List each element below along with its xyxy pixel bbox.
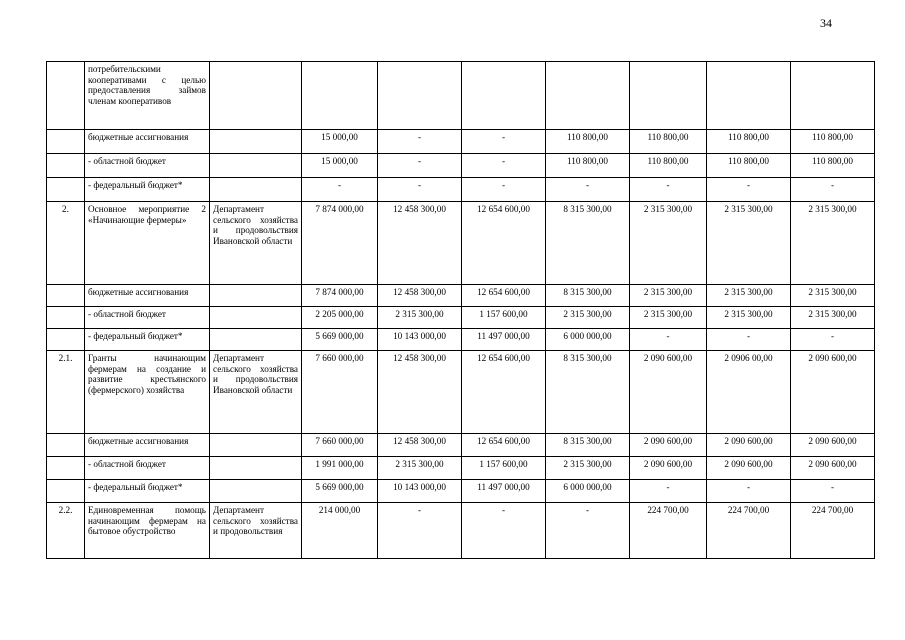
responsible-department-cell: [210, 178, 302, 202]
amount-cell: 2 315 300,00: [707, 285, 791, 307]
amount-cell: -: [462, 130, 546, 154]
row-number-cell: [47, 178, 85, 202]
activity-name-cell: - федеральный бюджет*: [85, 480, 210, 503]
row-number-cell: [47, 434, 85, 457]
responsible-department-cell: [210, 457, 302, 480]
activity-name-cell: Основное мероприятие 2 «Начинающие фермеры»: [85, 202, 210, 285]
amount-cell: -: [546, 503, 630, 559]
responsible-department-cell: [210, 480, 302, 503]
amount-cell: -: [630, 178, 707, 202]
table-row: [47, 62, 875, 130]
table-row: [47, 130, 875, 154]
amount-cell: 2 315 300,00: [630, 202, 707, 285]
amount-cell: 1 157 600,00: [462, 457, 546, 480]
responsible-department-cell: Департамент сельского хозяйства и продовольствия Ивановской области: [210, 351, 302, 434]
amount-cell: 8 315 300,00: [546, 434, 630, 457]
amount-cell: 2 315 300,00: [546, 457, 630, 480]
table-row: [47, 434, 875, 457]
amount-cell: 1 991 000,00: [302, 457, 378, 480]
amount-cell: -: [462, 503, 546, 559]
row-number-cell: [47, 480, 85, 503]
row-number-cell: [47, 285, 85, 307]
amount-cell: -: [378, 503, 462, 559]
amount-cell: 12 458 300,00: [378, 202, 462, 285]
row-number-cell: 2.2.: [47, 503, 85, 559]
amount-cell: 2 315 300,00: [791, 285, 875, 307]
responsible-department-cell: [210, 130, 302, 154]
amount-cell: 10 143 000,00: [378, 329, 462, 351]
amount-cell: 2 315 300,00: [791, 307, 875, 329]
activity-name-cell: - областной бюджет: [85, 154, 210, 178]
budget-table: [46, 61, 875, 559]
amount-cell: 6 000 000,00: [546, 329, 630, 351]
table-row: [47, 154, 875, 178]
amount-cell: -: [791, 178, 875, 202]
amount-cell: 7 874 000,00: [302, 285, 378, 307]
amount-cell: 2 090 600,00: [630, 457, 707, 480]
row-number-cell: 2.: [47, 202, 85, 285]
amount-cell: 12 654 600,00: [462, 202, 546, 285]
row-number-cell: [47, 130, 85, 154]
amount-cell: 8 315 300,00: [546, 285, 630, 307]
row-number-cell: [47, 307, 85, 329]
amount-cell: 110 800,00: [546, 154, 630, 178]
budget-table-body: [47, 62, 875, 559]
table-row: [47, 285, 875, 307]
amount-cell: 15 000,00: [302, 154, 378, 178]
amount-cell: 12 654 600,00: [462, 434, 546, 457]
amount-cell: 2 315 300,00: [707, 202, 791, 285]
amount-cell: 2 090 600,00: [707, 434, 791, 457]
amount-cell: [546, 62, 630, 130]
row-number-cell: [47, 154, 85, 178]
activity-name-cell: потребительскими кооперативами с целью предоставления займов членам кооперативов: [85, 62, 210, 130]
amount-cell: 7 874 000,00: [302, 202, 378, 285]
amount-cell: 7 660 000,00: [302, 351, 378, 434]
activity-name-cell: бюджетные ассигнования: [85, 130, 210, 154]
amount-cell: 2 315 300,00: [546, 307, 630, 329]
amount-cell: 11 497 000,00: [462, 329, 546, 351]
responsible-department-cell: [210, 62, 302, 130]
amount-cell: 2 090 600,00: [630, 434, 707, 457]
amount-cell: 6 000 000,00: [546, 480, 630, 503]
amount-cell: -: [707, 480, 791, 503]
row-number-cell: [47, 329, 85, 351]
amount-cell: 2 090 600,00: [791, 434, 875, 457]
amount-cell: 8 315 300,00: [546, 351, 630, 434]
amount-cell: [302, 62, 378, 130]
amount-cell: 2 315 300,00: [630, 285, 707, 307]
amount-cell: [378, 62, 462, 130]
table-row: [47, 503, 875, 559]
activity-name-cell: бюджетные ассигнования: [85, 434, 210, 457]
amount-cell: 224 700,00: [791, 503, 875, 559]
page-number: 34: [820, 16, 832, 30]
amount-cell: 5 669 000,00: [302, 480, 378, 503]
amount-cell: 5 669 000,00: [302, 329, 378, 351]
amount-cell: -: [791, 329, 875, 351]
amount-cell: 2 315 300,00: [378, 457, 462, 480]
amount-cell: -: [378, 130, 462, 154]
responsible-department-cell: [210, 285, 302, 307]
amount-cell: -: [302, 178, 378, 202]
responsible-department-cell: [210, 154, 302, 178]
amount-cell: -: [630, 480, 707, 503]
amount-cell: 1 157 600,00: [462, 307, 546, 329]
amount-cell: 110 800,00: [630, 154, 707, 178]
amount-cell: 2 090 600,00: [791, 457, 875, 480]
activity-name-cell: Единовременная помощь начинающим фермерам на бытовое обустройство: [85, 503, 210, 559]
activity-name-cell: - федеральный бюджет*: [85, 329, 210, 351]
amount-cell: 2 315 300,00: [378, 307, 462, 329]
responsible-department-cell: [210, 307, 302, 329]
amount-cell: 2 315 300,00: [791, 202, 875, 285]
responsible-department-cell: [210, 329, 302, 351]
amount-cell: 224 700,00: [630, 503, 707, 559]
amount-cell: -: [462, 178, 546, 202]
amount-cell: -: [462, 154, 546, 178]
amount-cell: 110 800,00: [630, 130, 707, 154]
table-row: [47, 307, 875, 329]
amount-cell: -: [707, 178, 791, 202]
amount-cell: [791, 62, 875, 130]
amount-cell: 2 315 300,00: [630, 307, 707, 329]
amount-cell: 12 458 300,00: [378, 285, 462, 307]
amount-cell: 12 654 600,00: [462, 351, 546, 434]
responsible-department-cell: Департамент сельского хозяйства и продовольствия: [210, 503, 302, 559]
amount-cell: -: [378, 178, 462, 202]
amount-cell: 2 090 600,00: [707, 457, 791, 480]
amount-cell: 224 700,00: [707, 503, 791, 559]
responsible-department-cell: Департамент сельского хозяйства и продовольствия Ивановской области: [210, 202, 302, 285]
amount-cell: 2 205 000,00: [302, 307, 378, 329]
amount-cell: -: [378, 154, 462, 178]
table-row: [47, 480, 875, 503]
amount-cell: 10 143 000,00: [378, 480, 462, 503]
table-row: [47, 178, 875, 202]
activity-name-cell: - федеральный бюджет*: [85, 178, 210, 202]
amount-cell: 110 800,00: [546, 130, 630, 154]
amount-cell: -: [546, 178, 630, 202]
amount-cell: 110 800,00: [791, 154, 875, 178]
activity-name-cell: - областной бюджет: [85, 457, 210, 480]
row-number-cell: 2.1.: [47, 351, 85, 434]
amount-cell: 2 090 600,00: [791, 351, 875, 434]
amount-cell: 110 800,00: [707, 154, 791, 178]
row-number-cell: [47, 457, 85, 480]
activity-name-cell: бюджетные ассигнования: [85, 285, 210, 307]
amount-cell: [462, 62, 546, 130]
table-row: [47, 457, 875, 480]
amount-cell: 2 0906 00,00: [707, 351, 791, 434]
amount-cell: -: [707, 329, 791, 351]
amount-cell: 12 458 300,00: [378, 434, 462, 457]
amount-cell: [707, 62, 791, 130]
amount-cell: 15 000,00: [302, 130, 378, 154]
amount-cell: 110 800,00: [707, 130, 791, 154]
activity-name-cell: - областной бюджет: [85, 307, 210, 329]
activity-name-cell: Гранты начинающим фермерам на создание и развитие крестьянского (фермерского) хозяйства: [85, 351, 210, 434]
amount-cell: 214 000,00: [302, 503, 378, 559]
table-row: [47, 329, 875, 351]
table-row: [47, 202, 875, 285]
amount-cell: -: [630, 329, 707, 351]
responsible-department-cell: [210, 434, 302, 457]
amount-cell: 2 315 300,00: [707, 307, 791, 329]
amount-cell: 2 090 600,00: [630, 351, 707, 434]
row-number-cell: [47, 62, 85, 130]
amount-cell: -: [791, 480, 875, 503]
amount-cell: 8 315 300,00: [546, 202, 630, 285]
amount-cell: 110 800,00: [791, 130, 875, 154]
amount-cell: 7 660 000,00: [302, 434, 378, 457]
amount-cell: [630, 62, 707, 130]
table-row: [47, 351, 875, 434]
amount-cell: 12 458 300,00: [378, 351, 462, 434]
amount-cell: 11 497 000,00: [462, 480, 546, 503]
amount-cell: 12 654 600,00: [462, 285, 546, 307]
